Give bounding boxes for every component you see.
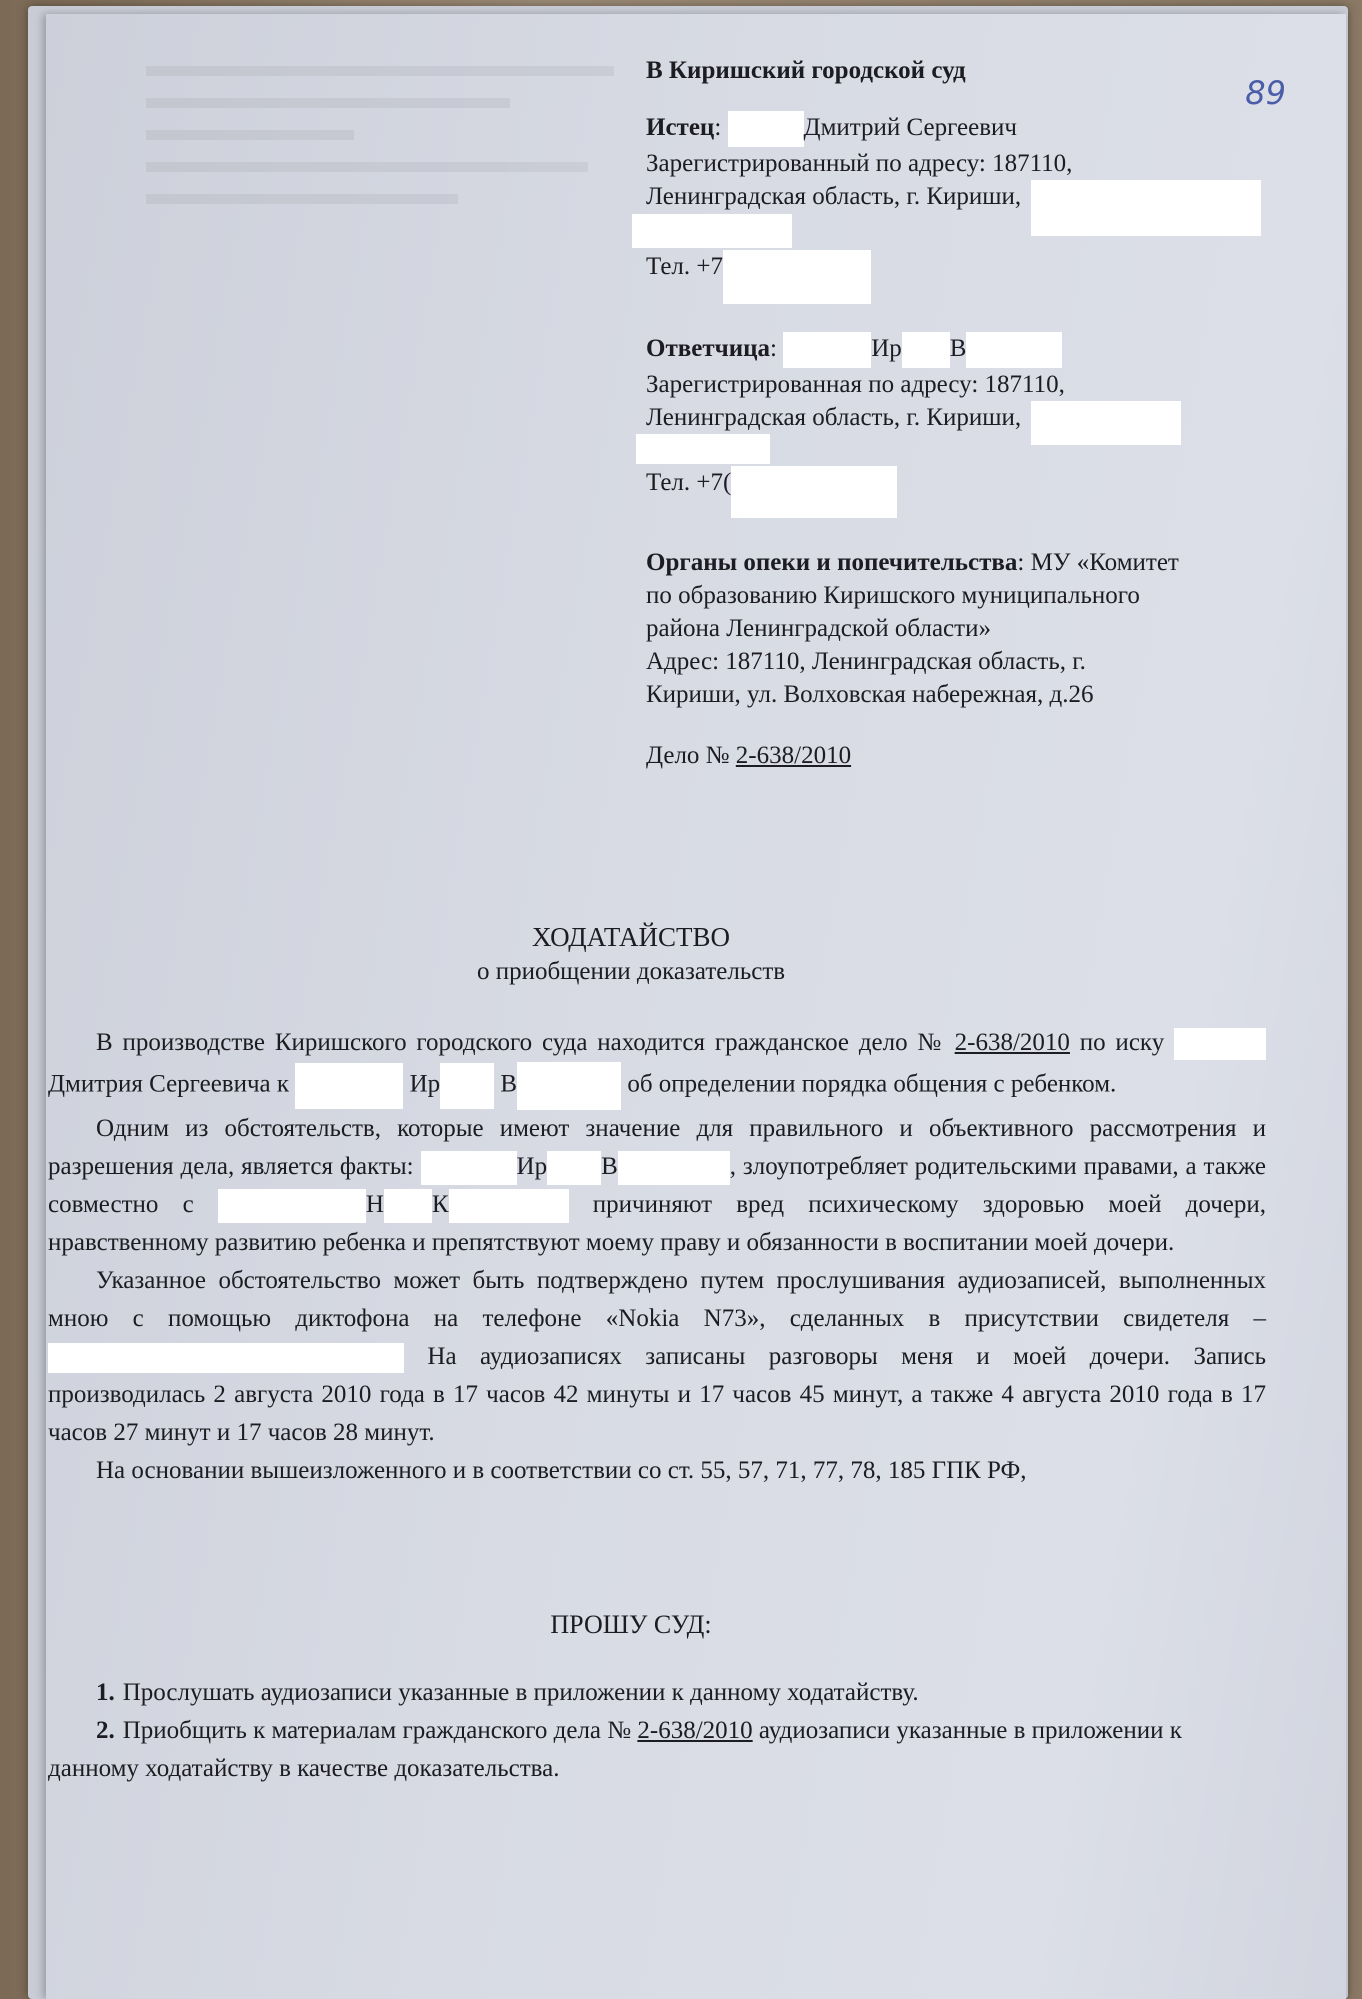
guardianship-address-line2: Кириши, ул. Волховская набережная, д.26 bbox=[646, 681, 1094, 709]
redaction bbox=[440, 1063, 494, 1109]
defendant-address-line2: Ленинградская область, г. Кириши, bbox=[646, 403, 1022, 431]
defendant-phone: Тел. +7( bbox=[646, 469, 732, 497]
defendant-name-part1: Ир bbox=[871, 334, 902, 362]
redaction bbox=[783, 332, 871, 368]
case-number-ref: 2-638/2010 bbox=[637, 1717, 753, 1744]
defendant-name-part2: В bbox=[949, 334, 967, 362]
plaintiff-address-line1: Зарегистрированный по адресу: 187110, bbox=[646, 150, 1073, 178]
court-name: В Киришский городской суд bbox=[646, 57, 966, 84]
paragraph-4: На основании вышеизложенного и в соответствии со ст. 55, 57, 71, 77, 78, 185 ГПК РФ, bbox=[96, 1457, 1027, 1484]
document-header bbox=[646, 54, 1286, 772]
redaction bbox=[48, 1343, 404, 1373]
defendant-address-line1: Зарегистрированная по адресу: 187110, bbox=[646, 370, 1065, 398]
case-number-value: 2-638/2010 bbox=[735, 742, 852, 770]
redaction bbox=[547, 1151, 601, 1185]
redaction bbox=[728, 111, 804, 147]
defendant-block: Ответчица: Ир В Зарегистрированная по адресу: 187110, Ленинградская область, г. Кириши, Тел. +7( bbox=[646, 332, 1286, 519]
request-list bbox=[48, 1674, 1208, 1788]
redaction bbox=[384, 1189, 432, 1223]
guardianship-address-line1: Адрес: 187110, Ленинградская область, г. bbox=[646, 648, 1086, 676]
bleed-through-text bbox=[146, 44, 666, 264]
redaction bbox=[966, 332, 1062, 368]
request-item-1-number: 1. bbox=[96, 1679, 115, 1706]
redaction bbox=[632, 214, 792, 248]
paragraph-3: Указанное обстоятельство может быть подтверждено путем прослушивания аудиозаписей, выполненных мною с помощью диктофона на телефоне «Nokia N73», сделанных в присутствии свидетеля – На аудиозаписях записаны разговоры меня и моей дочери. Запись производилась 2 августа 2010 года в 17 часов 42 минуты и 17 часов 45 минут, а также 4 августа 2010 года в 17 часов 27 минут и 17 часов 28 минут. bbox=[48, 1267, 1267, 1446]
paragraph-1: В производстве Киришского городского суда находится гражданское дело № 2-638/2010 по иску Дмитрия Сергеевича к Ир В об определении порядка общения с ребенком. bbox=[48, 1024, 1266, 1110]
request-heading: ПРОШУ СУД: bbox=[550, 1610, 712, 1639]
plaintiff-phone: Тел. +7 bbox=[646, 252, 723, 280]
document-subtitle: о приобщении доказательств bbox=[476, 958, 786, 985]
redaction bbox=[1031, 401, 1181, 445]
redaction bbox=[902, 332, 950, 368]
guardianship-block bbox=[646, 546, 1286, 711]
document-title: ХОДАТАЙСТВО bbox=[532, 922, 730, 952]
page-number: 89 bbox=[1245, 74, 1286, 112]
redaction bbox=[218, 1189, 366, 1223]
redaction bbox=[731, 466, 897, 518]
case-number-ref: 2-638/2010 bbox=[954, 1029, 1070, 1056]
redaction bbox=[421, 1151, 517, 1185]
document-body bbox=[48, 1024, 1266, 1490]
request-item-2: 2. Приобщить к материалам гражданского дела № 2-638/2010 аудиозаписи указанные в приложении к данному ходатайству в качестве доказательства. bbox=[48, 1717, 1182, 1782]
redaction bbox=[723, 250, 871, 304]
guardianship-text-line1: : МУ «Комитет bbox=[1017, 549, 1179, 577]
redaction bbox=[618, 1151, 730, 1185]
paragraph-2: Одним из обстоятельств, которые имеют значение для правильного и объективного рассмотрения и разрешения дела, является факты: Ир В , злоупотребляет родительскими правами, а также совместно с Н К причиняют вред психическому здоровью моей дочери, нравственному развитию ребенка и препятствуют моему праву и обязанности в воспитании моей дочери. bbox=[48, 1115, 1267, 1256]
guardianship-label: Органы опеки и попечительства bbox=[646, 549, 1018, 577]
redaction bbox=[636, 434, 770, 464]
redaction bbox=[1031, 180, 1261, 236]
redaction bbox=[449, 1189, 569, 1223]
plaintiff-label: Истец bbox=[646, 114, 715, 141]
defendant-label: Ответчица bbox=[646, 334, 771, 362]
case-number: Дело № 2-638/2010 bbox=[646, 742, 852, 770]
request-item-1: 1. Прослушать аудиозаписи указанные в приложении к данному ходатайству. bbox=[96, 1679, 919, 1706]
guardianship-text-line3: района Ленинградской области» bbox=[646, 615, 991, 643]
plaintiff-block: Истец: Дмитрий Сергеевич Зарегистрированный по адресу: 187110, Ленинградская область, г. Кириши, Тел. +7 bbox=[646, 111, 1286, 304]
redaction bbox=[1174, 1028, 1266, 1060]
plaintiff-address-line2: Ленинградская область, г. Кириши, bbox=[646, 183, 1022, 211]
document-page bbox=[46, 14, 1346, 1999]
request-item-2-number: 2. bbox=[96, 1717, 115, 1744]
redaction bbox=[517, 1062, 621, 1110]
redaction bbox=[295, 1063, 403, 1109]
plaintiff-name: Дмитрий Сергеевич bbox=[803, 114, 1017, 141]
guardianship-text-line2: по образованию Киришского муниципального bbox=[646, 582, 1140, 610]
